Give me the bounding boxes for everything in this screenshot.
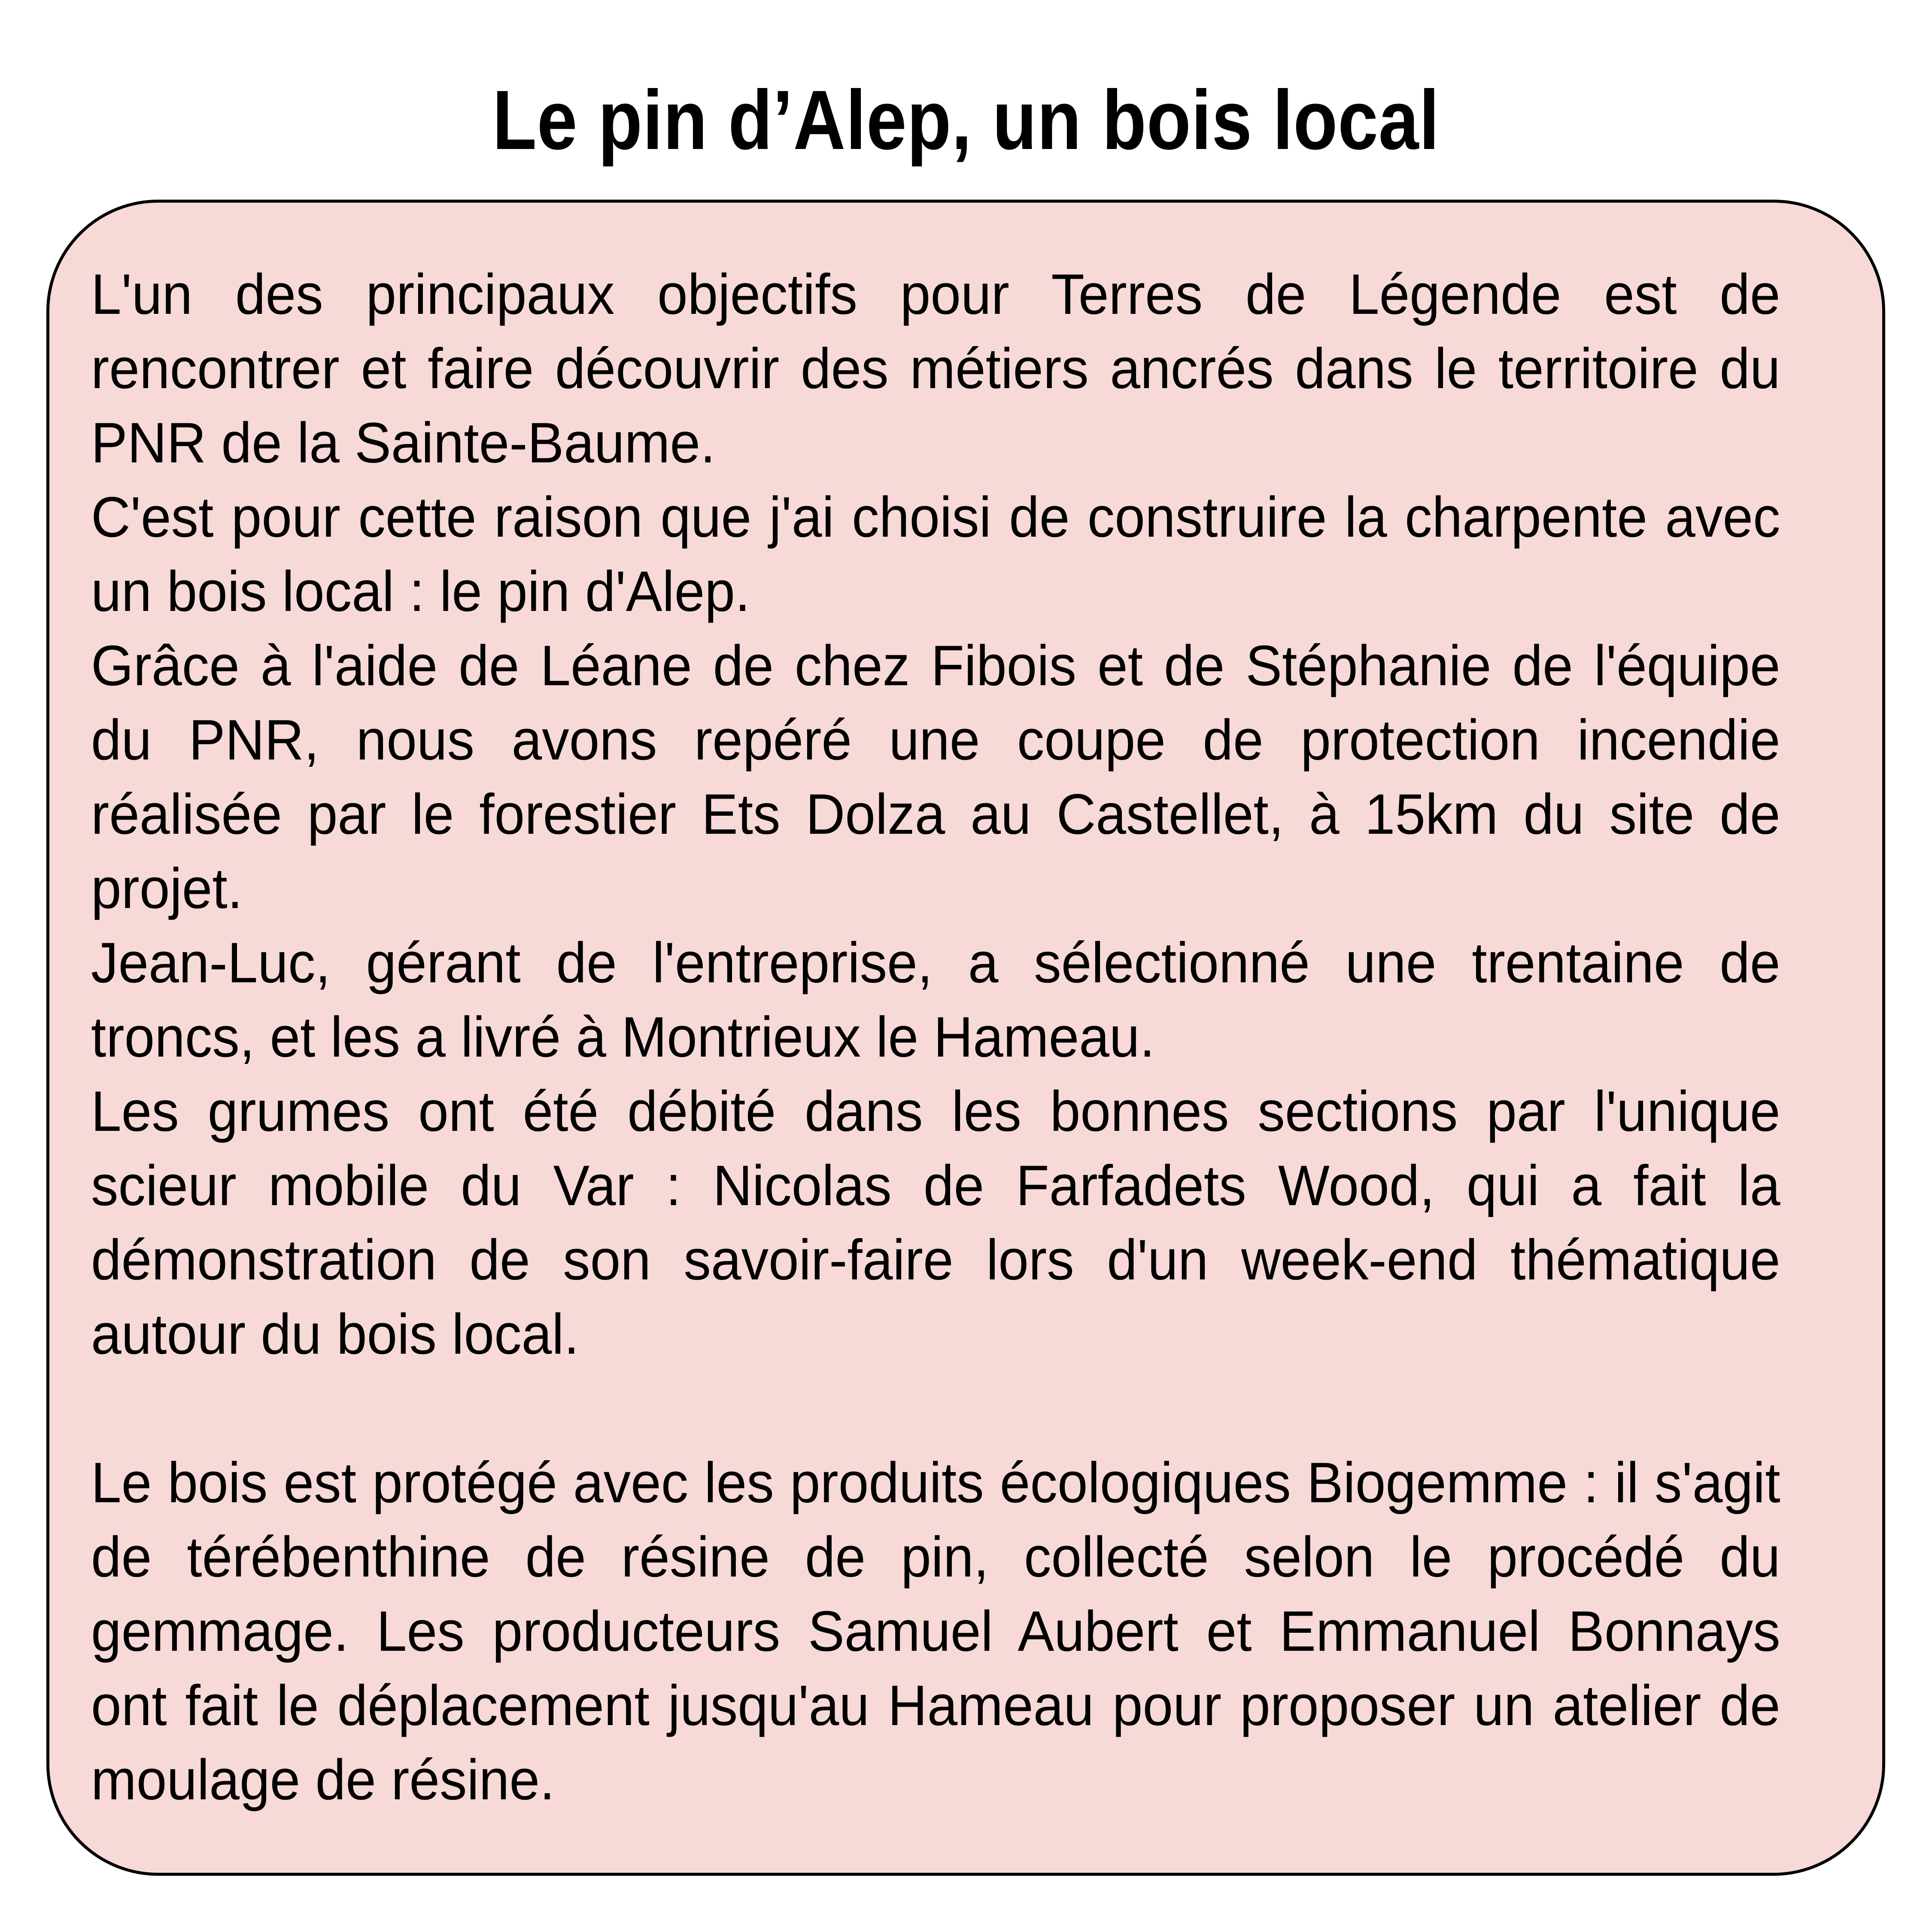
paragraph-biogemme: Le bois est protégé avec les produits écologiques Biogemme : il s'agit de térébenthine de résine de pin, collecté selon le procédé du gemmage. Les producteurs Samuel Aubert et Emmanuel Bonnays ont fait le déplacement jusqu'au Hameau pour proposer un atelier de moulage de résine.	[91, 1451, 1780, 1812]
paragraph-grumes: Les grumes ont été débité dans les bonnes sections par l'unique scieur mobile du Var : Nicolas de Farfadets Wood, qui a fait la démonstration de son savoir-faire lors d'un week-end thématique autour du bois local.	[91, 1080, 1780, 1366]
paragraph-coupe: Grâce à l'aide de Léane de chez Fibois et de Stéphanie de l'équipe du PNR, nous avons repéré une coupe de protection incendie réalisée par le forestier Ets Dolza au Castellet, à 15km du site de projet.	[91, 634, 1780, 920]
paragraph-charpente: C'est pour cette raison que j'ai choisi de construire la charpente avec un bois local : le pin d'Alep.	[91, 486, 1780, 623]
paragraph-objectives: L'un des principaux objectifs pour Terres de Légende est de rencontrer et faire découvrir des métiers ancrés dans le territoire du PNR de la Sainte-Baume.	[91, 263, 1780, 475]
page-title: Le pin d’Alep, un bois local	[492, 73, 1440, 167]
paragraph-troncs: Jean-Luc, gérant de l'entreprise, a sélectionné une trentaine de troncs, et les a livré à Montrieux le Hameau.	[91, 931, 1780, 1069]
card-body	[91, 258, 1780, 1817]
